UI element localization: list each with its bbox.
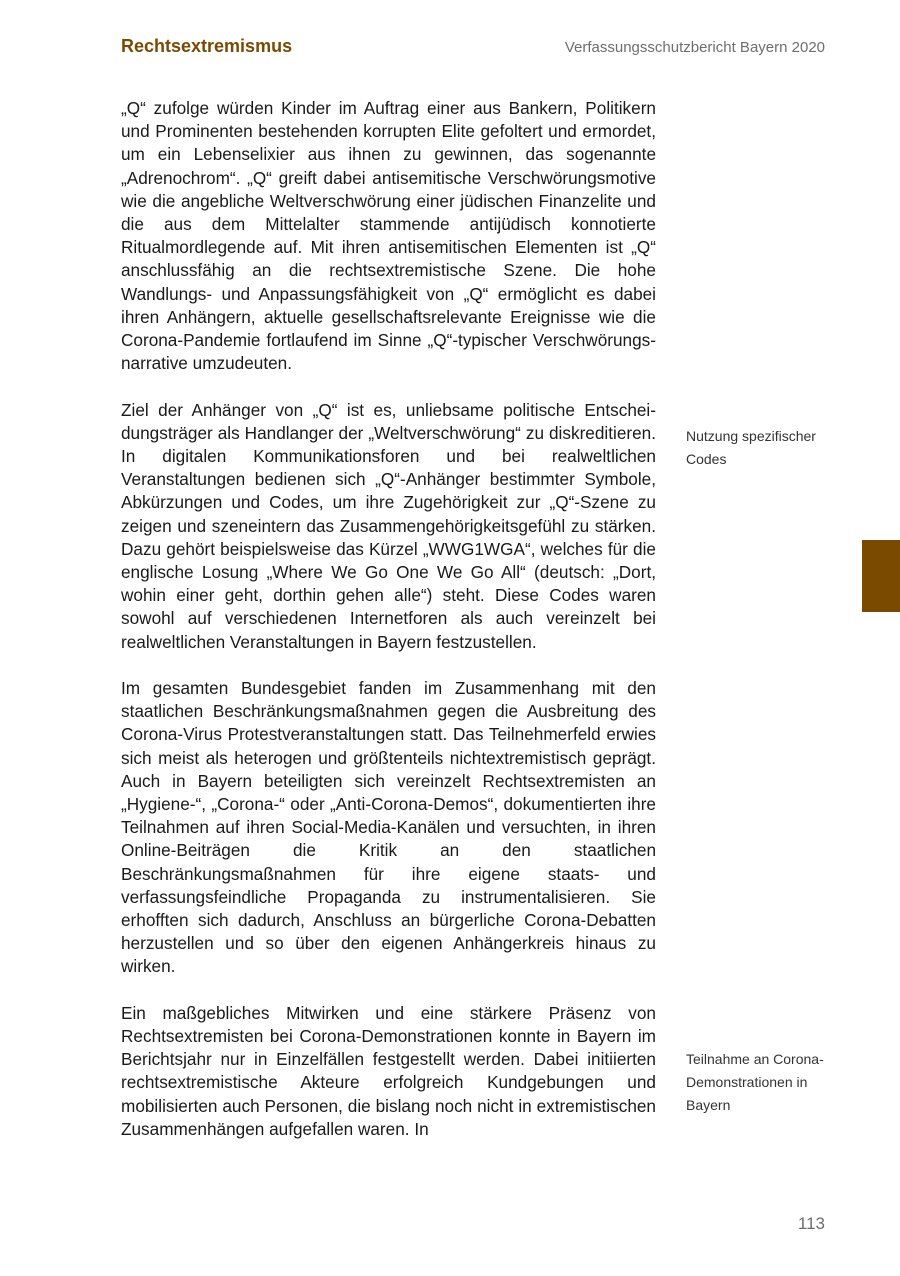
chapter-tab-marker — [862, 540, 900, 612]
main-text-column — [121, 97, 656, 1141]
paragraph-1: „Q“ zufolge würden Kinder im Auftrag einer aus Bankern, Politikern und Prominenten bestehenden korrupten Elite gefoltert und ermordet, um ein Lebenselixier aus ihnen zu gewinnen, das sogenannte „Adrenochrom“. „Q“ greift dabei antisemitische Verschwörungsmotive wie die angebliche Weltverschwörung einer jüdischen Finanzelite und die aus dem Mittelalter stammende antijüdisch konnotierte Ritualmordlegende auf. Mit ihren antisemitischen Elementen ist „Q“ anschlussfähig an die rechtsextremistische Szene. Die hohe Wandlungs- und Anpassungsfähigkeit von „Q“ ermöglicht es dabei ihren Anhängern, aktuelle gesellschaftsrelevante Ereignisse wie die Corona-Pandemie fortlaufend im Sinne „Q“-typischer Verschwörungsnarrative umzudeuten. — [121, 98, 656, 374]
margin-note-codes: Nutzung spezifischer Codes — [686, 428, 816, 467]
report-title: Verfassungsschutzbericht Bayern 2020 — [564, 39, 825, 56]
paragraph-3: Im gesamten Bundesgebiet fanden im Zusammenhang mit den staatlichen Beschränkungsmaßnahmen gegen die Ausbreitung des Corona-Virus Protestveranstaltungen statt. Das Teilnehmerfeld erwies sich meist als heterogen und größtenteils nichtextremistisch geprägt. Auch in Bayern beteiligten sich vereinzelt Rechtsextremisten an „Hygiene-“, „Corona-“ oder „Anti-Corona-Demos“, dokumentierten ihre Teilnahmen auf ihren Social-Media-Kanälen und versuchten, in ihren Online-Beiträgen die Kritik an den staatlichen Beschränkungsmaßnahmen für ihre eigene staats- und verfassungsfeindliche Propaganda zu instrumentalisieren. Sie erhofften sich dadurch, Anschluss an bürgerliche Corona-Debatten herzustellen und so über den eigenen Anhängerkreis hinaus zu wirken. — [121, 678, 656, 977]
margin-note-demonstrations: Teilnahme an Corona-Demonstrationen in Bayern — [686, 1051, 824, 1113]
paragraph-2: Ziel der Anhänger von „Q“ ist es, unliebsame politische Entscheidungsträger als Handlanger der „Weltverschwörung“ zu diskreditieren. In digitalen Kommunikationsforen und bei realweltlichen Veranstaltungen bedienen sich „Q“-Anhänger bestimmter Symbole, Abkürzungen und Codes, um ihre Zugehörigkeit zur „Q“-Szene zu zeigen und szeneintern das Zusammengehörigkeitsgefühl zu stärken. Dazu gehört beispielsweise das Kürzel „WWG1WGA“, welches für die englische Losung „Where We Go One We Go All“ (deutsch: „Dort, wohin einer geht, dorthin gehen alle“) steht. Diese Codes waren sowohl auf verschiedenen Internetforen als auch vereinzelt bei realweltlichen Veranstaltungen in Bayern festzustellen. — [121, 399, 656, 652]
page-number: 113 — [797, 1214, 825, 1233]
paragraph-4: Ein maßgebliches Mitwirken und eine stärkere Präsenz von Rechtsextremisten bei Corona-Demonstrationen konnte in Bayern im Berichtsjahr nur in Einzelfällen festgestellt werden. Dabei initiierten rechtsextremistische Akteure erfolgreich Kundgebungen und mobilisierten auch Personen, die bislang noch nicht in extremistischen Zusammenhängen aufgefallen waren. In — [121, 1002, 656, 1139]
section-title: Rechtsextremismus — [121, 36, 293, 56]
